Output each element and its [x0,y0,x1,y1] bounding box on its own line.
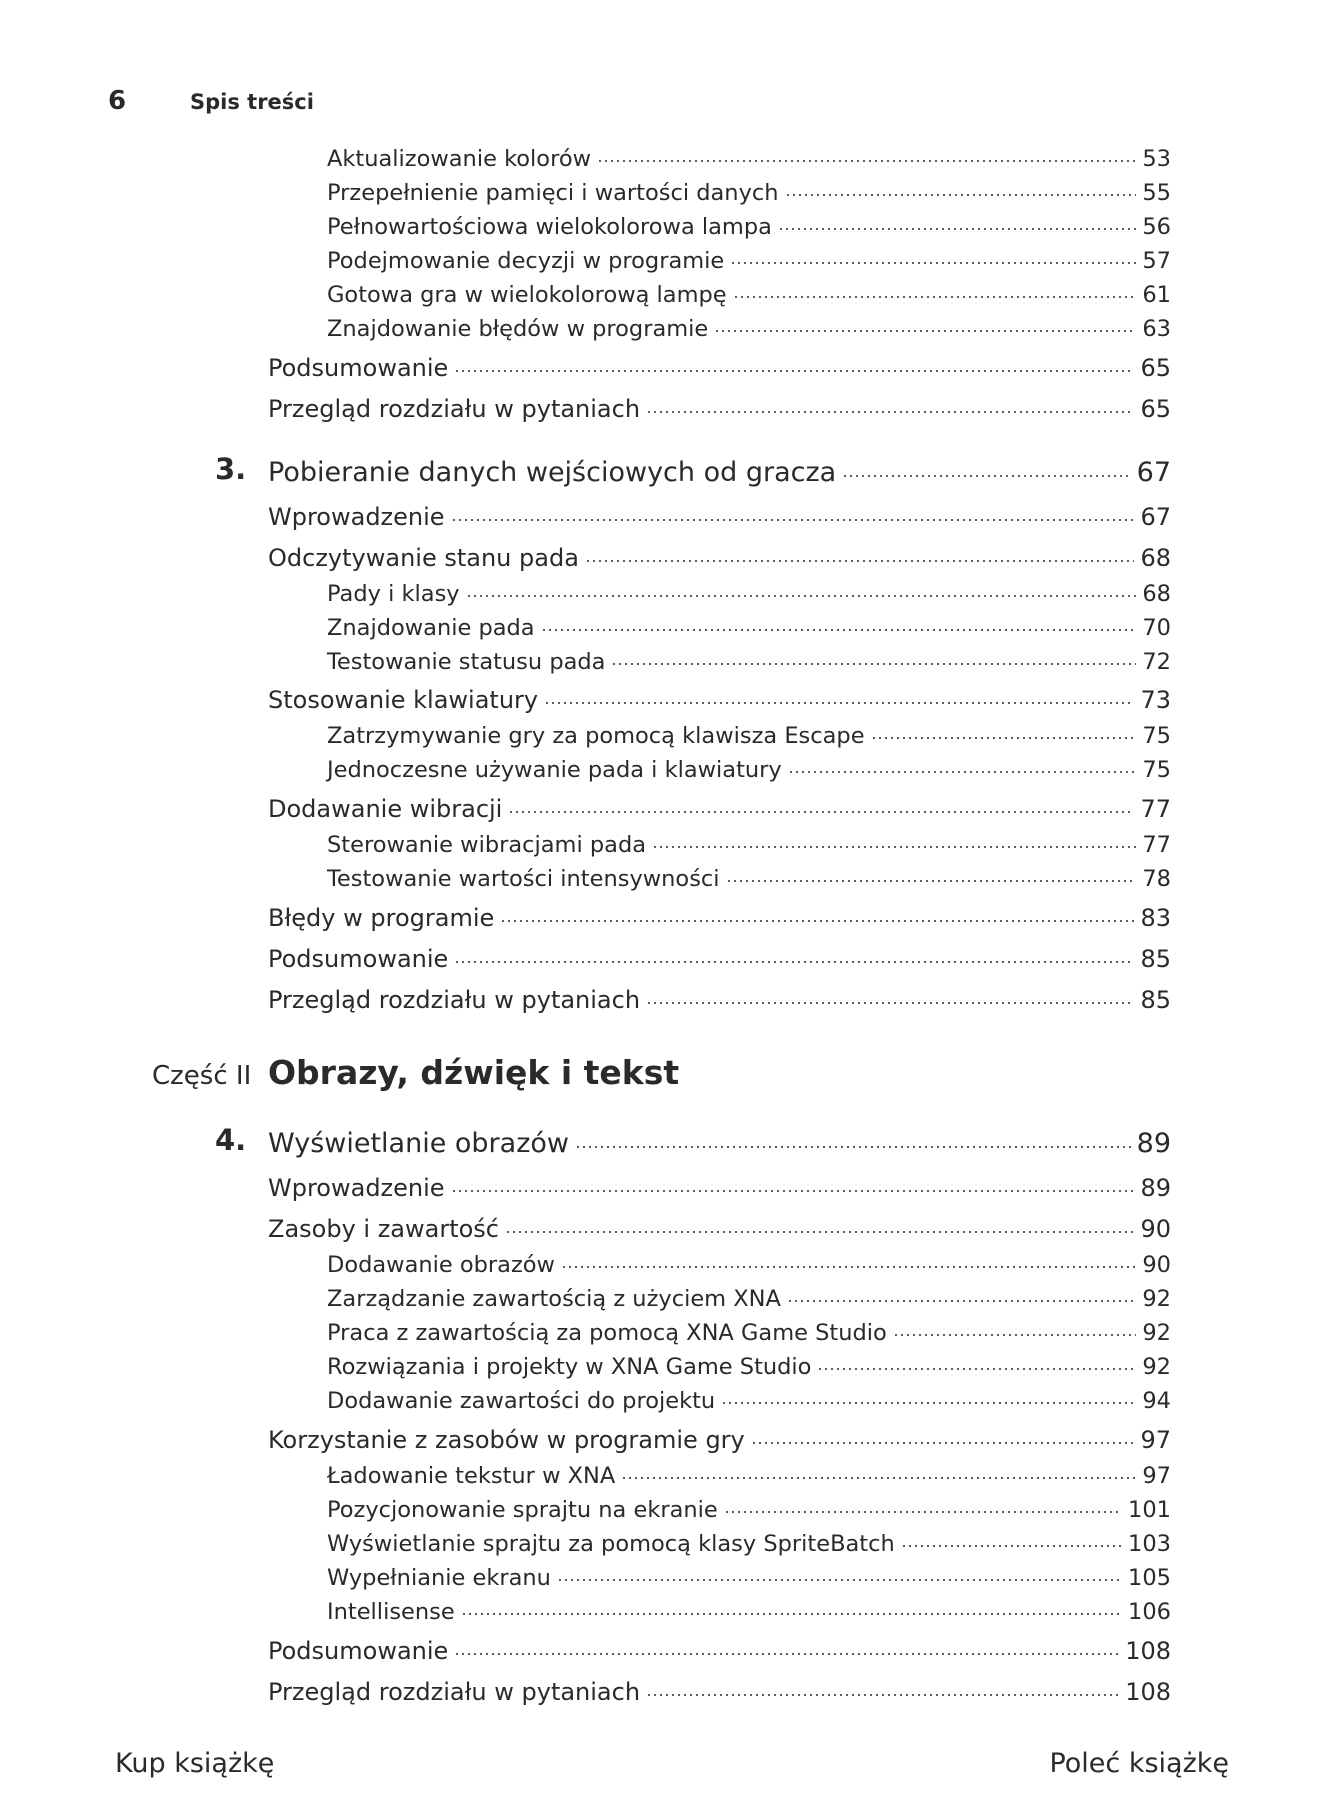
toc-page-number: 92 [1142,1353,1171,1380]
toc-entry-title: Przegląd rozdziału w pytaniach [268,395,641,423]
toc-leader [730,242,1136,265]
toc-entry[interactable] [327,143,1171,172]
toc-entry-title: Odczytywanie stanu pada [268,544,579,572]
toc-page-number: 73 [1140,686,1171,714]
toc-page-number: 85 [1140,945,1171,973]
toc-page-number: 90 [1142,1251,1171,1278]
toc-leader [788,751,1137,774]
toc-entry-title: Jednoczesne używanie pada i klawiatury [327,756,782,783]
toc-entry[interactable] [327,1562,1171,1591]
toc-entry[interactable] [268,684,1171,714]
toc-leader [505,1210,1134,1234]
toc-entry-title: Zasoby i zawartość [268,1215,499,1243]
toc-page-number: 89 [1140,1174,1171,1202]
toc-page-number: 70 [1142,614,1171,641]
toc-entry-title: Testowanie wartości intensywności [327,865,720,892]
toc-leader [714,310,1136,333]
toc-entry-title: Gotowa gra w wielokolorową lampę [327,281,727,308]
toc-page-number: 77 [1142,831,1171,858]
toc-page-number: 103 [1128,1530,1171,1557]
toc-leader [842,451,1130,478]
toc-leader [454,1632,1119,1656]
toc-page-number: 65 [1140,395,1171,423]
toc-entry[interactable] [268,984,1171,1014]
toc-page-number: 67 [1136,457,1171,488]
toc-entry[interactable] [327,1283,1171,1312]
toc-leader [787,1280,1136,1303]
toc-entry[interactable] [268,1172,1171,1202]
toc-leader [646,390,1134,414]
toc-entry[interactable] [268,1424,1171,1454]
toc-entry-title: Podsumowanie [268,354,449,382]
toc-entry-title: Przegląd rozdziału w pytaniach [268,986,641,1014]
toc-entry[interactable] [327,1351,1171,1380]
toc-entry-title: Wprowadzenie [268,1174,445,1202]
toc-page-number: 105 [1128,1564,1171,1591]
toc-entry[interactable] [327,646,1171,675]
chapter-number: 4. [215,1123,247,1157]
toc-page-number: 56 [1142,213,1171,240]
toc-page-number: 67 [1140,503,1171,531]
chapter-title: Wyświetlanie obrazów [268,1128,569,1159]
toc-page-number: 108 [1125,1678,1171,1706]
toc-page-number: 92 [1142,1319,1171,1346]
toc-entry[interactable] [327,720,1171,749]
buy-book-link[interactable]: Kup książkę [115,1748,275,1779]
toc-page-number: 92 [1142,1285,1171,1312]
toc-leader [785,174,1137,197]
toc-leader [561,1246,1136,1269]
toc-leader [544,681,1134,705]
toc-entry[interactable] [268,1635,1171,1665]
toc-entry-title: Stosowanie klawiatury [268,686,539,714]
toc-page-number: 72 [1142,648,1171,675]
toc-entry[interactable] [327,578,1171,607]
toc-leader [611,643,1136,666]
toc-page-number: 68 [1142,580,1171,607]
toc-entry[interactable] [327,313,1171,342]
toc-entry-title: Wypełnianie ekranu [327,1564,551,1591]
toc-entry[interactable] [327,1317,1171,1346]
toc-entry-title: Zatrzymywanie gry za pomocą klawisza Escape [327,722,865,749]
toc-entry-title: Rozwiązania i projekty w XNA Game Studio [327,1353,812,1380]
toc-leader [652,826,1136,849]
toc-page-number: 97 [1140,1426,1171,1454]
toc-entry-title: Korzystanie z zasobów w programie gry [268,1426,745,1454]
toc-entry[interactable] [327,211,1171,240]
toc-page-number: 94 [1142,1387,1171,1414]
toc-leader [500,899,1134,923]
toc-leader [541,609,1137,632]
toc-entry-title: Aktualizowanie kolorów [327,145,592,172]
toc-entry-title: Pozycjonowanie sprajtu na ekranie [327,1496,718,1523]
toc-chapter-entry[interactable] [268,454,1171,488]
toc-entry[interactable] [268,943,1171,973]
toc-entry-title: Błędy w programie [268,904,495,932]
toc-leader [451,1169,1135,1193]
page-number: 6 [108,86,127,116]
toc-leader [461,1593,1122,1616]
toc-entry[interactable] [327,829,1171,858]
toc-entry[interactable] [268,1213,1171,1243]
toc-page-number: 108 [1125,1637,1171,1665]
toc-page-number: 89 [1136,1128,1171,1159]
chapter-number: 3. [215,452,247,486]
toc-leader [721,1382,1136,1405]
toc-leader [726,860,1137,883]
toc-entry-title: Podejmowanie decyzji w programie [327,247,725,274]
toc-leader [893,1314,1137,1337]
chapter-title: Pobieranie danych wejściowych od gracza [268,457,837,488]
toc-entry[interactable] [327,612,1171,641]
toc-page-number: 101 [1128,1496,1171,1523]
toc-leader [871,717,1137,740]
toc-entry-title: Przegląd rozdziału w pytaniach [268,1678,641,1706]
toc-leader [778,208,1136,231]
toc-entry-title: Podsumowanie [268,1637,449,1665]
toc-page-number: 75 [1142,722,1171,749]
toc-page-number: 90 [1140,1215,1171,1243]
toc-entry-title: Znajdowanie pada [327,614,535,641]
toc-entry[interactable] [327,1249,1171,1278]
toc-page-number: 77 [1140,795,1171,823]
toc-leader [597,140,1136,163]
toc-page-number: 57 [1142,247,1171,274]
toc-page-number: 83 [1140,904,1171,932]
toc-entry-title: Dodawanie zawartości do projektu [327,1387,716,1414]
toc-entry-title: Ładowanie tekstur w XNA [327,1462,616,1489]
recommend-book-link[interactable]: Poleć książkę [1049,1748,1229,1779]
toc-entry-title: Testowanie statusu pada [327,648,606,675]
toc-page-number: 78 [1142,865,1171,892]
toc-entry[interactable] [327,754,1171,783]
toc-entry[interactable] [327,245,1171,274]
toc-leader [817,1348,1136,1371]
toc-entry[interactable] [327,863,1171,892]
toc-leader [901,1525,1122,1548]
toc-leader [451,498,1135,522]
toc-page-number: 55 [1142,179,1171,206]
running-title: Spis treści [190,90,314,114]
toc-entry-title: Przepełnienie pamięci i wartości danych [327,179,779,206]
toc-entry[interactable] [268,542,1171,572]
toc-leader [724,1491,1122,1514]
toc-entry[interactable] [327,1385,1171,1414]
toc-leader [557,1559,1122,1582]
toc-leader [751,1421,1135,1445]
toc-entry[interactable] [327,177,1171,206]
toc-page-number: 97 [1142,1462,1171,1489]
toc-entry[interactable] [268,1676,1171,1706]
toc-entry-title: Wprowadzenie [268,503,445,531]
toc-entry[interactable] [327,1494,1171,1523]
toc-entry[interactable] [268,393,1171,423]
toc-page-number: 63 [1142,315,1171,342]
toc-entry[interactable] [327,1528,1171,1557]
toc-leader [454,940,1134,964]
toc-leader [508,790,1134,814]
toc-leader [733,276,1137,299]
toc-page-number: 61 [1142,281,1171,308]
toc-entry[interactable] [268,501,1171,531]
toc-entry[interactable] [268,352,1171,382]
toc-entry-title: Znajdowanie błędów w programie [327,315,709,342]
part-label: Część II [152,1061,252,1091]
toc-entry-title: Praca z zawartością za pomocą XNA Game Studio [327,1319,887,1346]
toc-page-number: 65 [1140,354,1171,382]
toc-leader [466,575,1137,598]
toc-entry[interactable] [268,793,1171,823]
toc-entry-title: Dodawanie obrazów [327,1251,555,1278]
part-title: Obrazy, dźwięk i tekst [268,1053,680,1092]
toc-entry-title: Intellisense [327,1598,455,1625]
toc-page-number: 85 [1140,986,1171,1014]
toc-page-number: 75 [1142,756,1171,783]
toc-leader [575,1122,1131,1149]
toc-leader [646,981,1134,1005]
toc-entry-title: Zarządzanie zawartością z użyciem XNA [327,1285,781,1312]
toc-chapter-entry[interactable] [268,1125,1171,1159]
toc-leader [621,1457,1136,1480]
toc-leader [585,539,1135,563]
toc-entry-title: Pady i klasy [327,580,460,607]
toc-page-number: 68 [1140,544,1171,572]
toc-leader [454,349,1134,373]
toc-page-number: 106 [1128,1598,1171,1625]
toc-leader [646,1673,1119,1697]
toc-page-number: 53 [1142,145,1171,172]
toc-entry-title: Wyświetlanie sprajtu za pomocą klasy SpriteBatch [327,1530,895,1557]
toc-entry-title: Sterowanie wibracjami pada [327,831,647,858]
toc-entry[interactable] [327,1460,1171,1489]
toc-entry[interactable] [327,279,1171,308]
toc-entry-title: Pełnowartościowa wielokolorowa lampa [327,213,772,240]
toc-entry-title: Dodawanie wibracji [268,795,503,823]
toc-entry[interactable] [327,1596,1171,1625]
toc-entry[interactable] [268,902,1171,932]
toc-entry-title: Podsumowanie [268,945,449,973]
